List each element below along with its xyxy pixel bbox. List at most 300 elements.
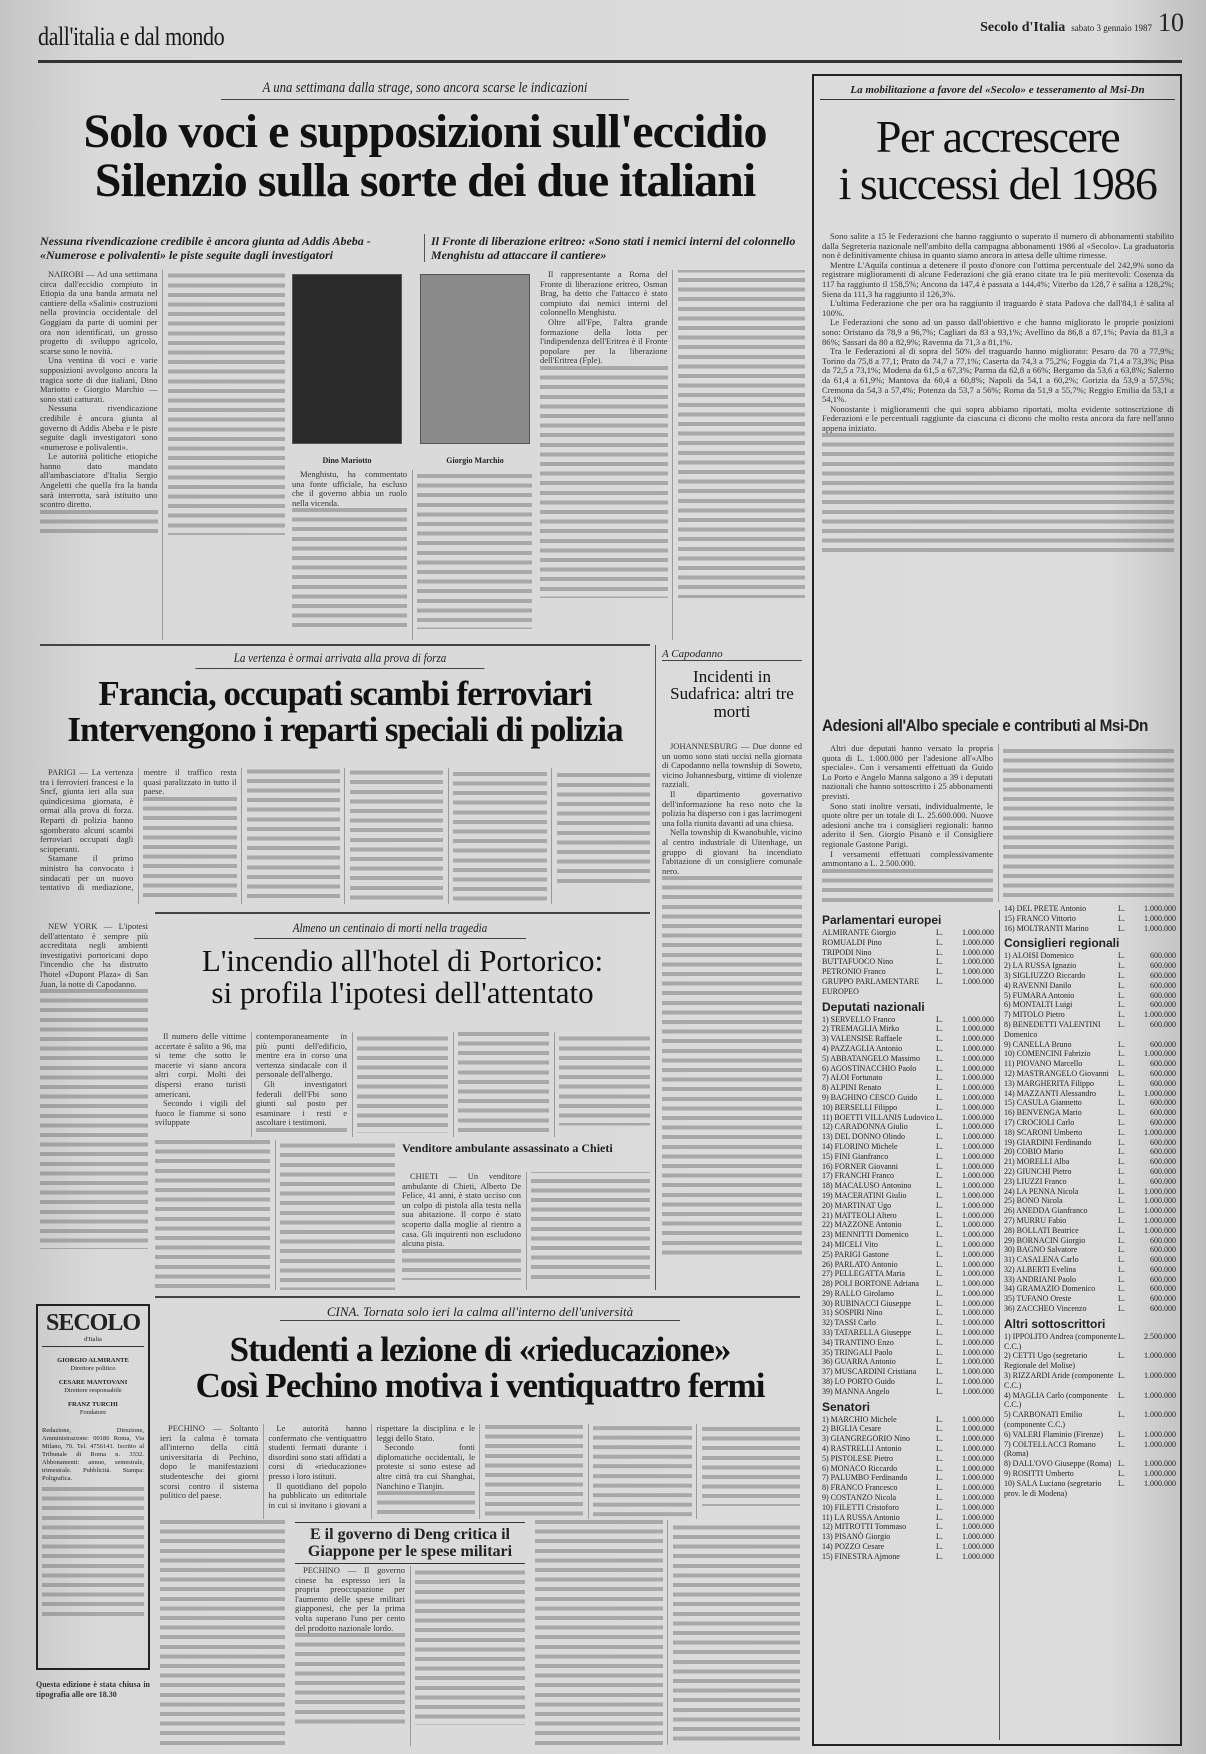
paragraph: Menghistu, ha commentato una fonte ufficiale, ha escluso che il governo abbia un ruolo nella vicenda. bbox=[292, 470, 407, 508]
director-name: GIORGIO ALMIRANTE bbox=[57, 1357, 129, 1364]
contributor-name: 39) MANNA Angelo bbox=[822, 1386, 890, 1396]
headline-line: si profila l'ipotesi dell'attentato bbox=[211, 974, 594, 1010]
currency: L. bbox=[1118, 970, 1125, 980]
currency: L. bbox=[936, 1043, 943, 1053]
sudafrica-headline: Incidenti in Sudafrica: altri tre morti bbox=[670, 667, 794, 721]
contributors-list-right bbox=[1004, 904, 1176, 1498]
contributor-row bbox=[1004, 1089, 1176, 1099]
director-role: Direttore politico bbox=[70, 1365, 116, 1372]
mobilitazione-body bbox=[822, 232, 1174, 712]
amount: 600.000 bbox=[1150, 1284, 1176, 1294]
mobilitazione-headline bbox=[820, 111, 1175, 209]
contributor-row bbox=[1004, 1459, 1176, 1469]
contributor-name: 16) MOLTRANTI Marino bbox=[1004, 923, 1089, 933]
contributor-name: 27) PELLEGATTA Maria bbox=[822, 1269, 905, 1279]
amount: 1.000.000 bbox=[962, 1063, 994, 1073]
contributor-name: 28) BOLLATI Beatrice bbox=[1004, 1225, 1079, 1235]
contributor-row bbox=[1004, 1206, 1176, 1216]
currency: L. bbox=[1118, 1068, 1125, 1078]
paragraph: Secondo fonti diplomatiche occidentali, le proteste si sono estese ad altre città tra cui Shanghai, Nanchino e Tianjin. bbox=[376, 1442, 475, 1491]
amount: 600.000 bbox=[1150, 1274, 1176, 1284]
currency: L. bbox=[936, 947, 943, 957]
currency: L. bbox=[1118, 1371, 1125, 1381]
francia-headline bbox=[40, 676, 650, 747]
amount: 1.000.000 bbox=[962, 1434, 994, 1444]
currency: L. bbox=[936, 1328, 943, 1338]
contributor-name: 33) ANDRIANI Paolo bbox=[1004, 1274, 1076, 1284]
contributor-row bbox=[822, 1552, 994, 1562]
amount: 600.000 bbox=[1150, 1304, 1176, 1314]
contributor-name: 15) FINESTRA Ajmone bbox=[822, 1551, 900, 1561]
contributor-row bbox=[822, 1542, 994, 1552]
divider bbox=[40, 644, 650, 646]
contributor-row bbox=[1004, 1079, 1176, 1089]
currency: L. bbox=[936, 1542, 943, 1552]
contributor-row bbox=[822, 1024, 994, 1034]
paragraph: Stamane il primo ministro ha convocato i sindacati per un nuovo tentativo di mediazione, mentre il traffico resta quasi paralizzato in tutto il paese. bbox=[40, 768, 237, 893]
currency: L. bbox=[936, 1414, 943, 1424]
currency: L. bbox=[936, 1181, 943, 1191]
currency: L. bbox=[1118, 1459, 1125, 1469]
contributor-name: 6) AGOSTINACCHIO Paolo bbox=[822, 1063, 917, 1073]
contributor-name: 11) BOETTI VILLANIS Ludovico bbox=[822, 1112, 935, 1122]
contributor-row bbox=[822, 938, 994, 948]
list-section-title: Consiglieri regionali bbox=[1004, 936, 1120, 951]
currency: L. bbox=[936, 1200, 943, 1210]
contributor-name: 14) DEL PRETE Antonio bbox=[1004, 904, 1087, 913]
contributor-name: 34) TRANTINO Enzo bbox=[822, 1337, 894, 1347]
currency: L. bbox=[1118, 1294, 1125, 1304]
paragraph: JOHANNESBURG — Due donne ed un uomo sono stati uccisi nella giornata di Capodanno nella township di Soweto, vicino Johannesburg, vittime di violenze razziali. bbox=[662, 742, 802, 790]
issue-date: sabato 3 gennaio 1987 bbox=[1071, 23, 1152, 33]
currency: L. bbox=[936, 1122, 943, 1132]
portorico-kicker: Almeno un centinaio di morti nella tragedia bbox=[254, 920, 526, 939]
amount: 1.000.000 bbox=[962, 1190, 994, 1200]
currency: L. bbox=[1118, 1186, 1125, 1196]
contributor-name: 4) PAZZAGLIA Antonio bbox=[822, 1043, 903, 1053]
paragraph: CHIETI — Un venditore ambulante di Chieti, Alberto De Felice, 41 anni, è stato ucciso con un colpo di pistola alla testa nella sua abitazione. Il corpo è stato scoperto dalla moglie al rientro a casa. Gli inquirenti non escludono alcuna pista. bbox=[402, 1172, 521, 1249]
amount: 600.000 bbox=[1150, 1117, 1176, 1127]
amount: 1.000.000 bbox=[1144, 1206, 1176, 1216]
contributor-name: 21) MATTEOLI Altero bbox=[822, 1210, 897, 1220]
paragraph: Sono stati inoltre versati, individualmente, le quote oltre per un totale di L. 25.600.000. Nuove adesioni anche tra i consiglieri regionali: hanno aderito il Sen. Giorgio Pisanò e il Consigliere regionale Gastone Parigi. bbox=[822, 800, 993, 849]
list-section-title: Deputati nazionali bbox=[822, 999, 925, 1014]
amount: 1.000.000 bbox=[1144, 1429, 1176, 1439]
contributor-name: 16) FORNER Giovanni bbox=[822, 1161, 898, 1171]
contributor-row bbox=[822, 957, 994, 967]
contributor-name: 28) POLI BORTONE Adriana bbox=[822, 1279, 919, 1289]
currency: L. bbox=[1118, 1410, 1125, 1420]
contributor-name: 38) LO PORTO Guido bbox=[822, 1377, 895, 1387]
secolo-logo: SECOLO bbox=[45, 1310, 141, 1336]
contributor-row bbox=[822, 1289, 994, 1299]
contributor-row bbox=[822, 1240, 994, 1250]
contributor-row bbox=[1004, 1196, 1176, 1206]
headline-line: L'incendio all'hotel di Portorico: bbox=[201, 943, 604, 978]
contributor-row bbox=[822, 1132, 994, 1142]
albo-body bbox=[822, 744, 1174, 902]
contributor-row bbox=[822, 1122, 994, 1132]
currency: L. bbox=[1118, 1049, 1125, 1059]
currency: L. bbox=[1118, 1206, 1125, 1216]
contributor-row bbox=[1004, 1040, 1176, 1050]
amount: 1.000.000 bbox=[962, 1483, 994, 1493]
contributor-row bbox=[1004, 904, 1176, 914]
contributor-name: 12) CARADONNA Giulio bbox=[822, 1122, 908, 1132]
amount: 600.000 bbox=[1150, 1157, 1176, 1167]
contributor-row bbox=[822, 928, 994, 938]
amount: 1.000.000 bbox=[962, 1453, 994, 1463]
currency: L. bbox=[936, 1132, 943, 1142]
currency: L. bbox=[936, 1483, 943, 1493]
currency: L. bbox=[936, 1347, 943, 1357]
currency: L. bbox=[936, 1034, 943, 1044]
currency: L. bbox=[1118, 990, 1125, 1000]
contributor-name: BUTTAFUOCO Nino bbox=[822, 957, 894, 967]
contributor-row bbox=[822, 1444, 994, 1454]
contributor-row bbox=[822, 1201, 994, 1211]
contributor-name: 22) GIUNCHI Pietro bbox=[1004, 1166, 1072, 1176]
amount: 1.000.000 bbox=[962, 1522, 994, 1532]
contributor-row bbox=[822, 1299, 994, 1309]
contributor-name: 5) FUMARA Antonio bbox=[1004, 990, 1075, 1000]
contributor-name: 2) CETTI Ugo (segretario Regionale del Molise) bbox=[1004, 1351, 1088, 1371]
amount: 1.000.000 bbox=[962, 1502, 994, 1512]
contributor-row bbox=[1004, 1371, 1176, 1391]
contributor-row bbox=[1004, 1177, 1176, 1187]
contributor-name: 3) RIZZARDI Aride (componente C.C.) bbox=[1004, 1371, 1114, 1390]
currency: L. bbox=[1118, 1469, 1125, 1479]
section-title: dall'italia e dal mondo bbox=[38, 22, 225, 51]
contributor-row bbox=[1004, 1479, 1176, 1499]
contributor-name: 32) TASSI Carlo bbox=[822, 1318, 876, 1328]
contributor-row bbox=[1004, 1187, 1176, 1197]
currency: L. bbox=[936, 1453, 943, 1463]
contributor-row bbox=[822, 1483, 994, 1493]
text-lines bbox=[160, 1520, 285, 1745]
photo-mariotto bbox=[292, 274, 402, 444]
currency: L. bbox=[936, 1502, 943, 1512]
contributor-row bbox=[1004, 1284, 1176, 1294]
currency: L. bbox=[1118, 1235, 1125, 1245]
photo-marchio bbox=[420, 274, 530, 444]
amount: 1.000.000 bbox=[962, 1512, 994, 1522]
paragraph: PARIGI — La vertenza tra i ferrovieri francesi e la Sncf, giunta ieri alla sua quindicesima giornata, è ormai alla prova di forza. Reparti di polizia hanno sgomberato alcuni scambi ferroviari occupati dagli scioperanti. bbox=[40, 768, 134, 854]
amount: 1.000.000 bbox=[962, 1414, 994, 1424]
contributor-row bbox=[1004, 1108, 1176, 1118]
contributor-name: 15) FINI Gianfranco bbox=[822, 1151, 889, 1161]
contributor-name: 17) FRANCHI Franco bbox=[822, 1171, 894, 1181]
contributor-name: 19) GIARDINI Ferdinando bbox=[1004, 1137, 1092, 1147]
list-section-title: Parlamentari europei bbox=[822, 913, 942, 927]
paragraph: Tra le Federazioni al di sopra del 50% del traguardo hanno migliorato: Pesaro da 70 a 77,9%; Torino da 75,8 a 77,1; Prato da 74,7 a 77,1%; Caserta da 74,3 a 75,2%; Foggia da 71,4 a 73,3%; Pisa da 72,5 a 73,1%; Modena da 61,5 a 67,3%; Parma da 62,8 a 66%; Bergamo da 53,6 a 63,8%; Salerno da 61,4 a 61,9%; Mantova da 60,4 a 60,8%; Napoli da 54,1 a 60,2%; Gorizia da 53,9 a 57,5%; Cremona da 54,3 a 57,4%; Potenza da 53,7 a 56%; Roma da 51,9 a 55,7%; Reggio Emilia da 53,1 a 54,1%. bbox=[822, 346, 1174, 405]
contributor-row bbox=[822, 1220, 994, 1230]
headline-line: Silenzio sulla sorte dei due italiani bbox=[94, 153, 756, 207]
currency: L. bbox=[1118, 1147, 1125, 1157]
amount: 1.000.000 bbox=[1144, 1049, 1176, 1059]
amount: 1.000.000 bbox=[1144, 1410, 1176, 1420]
currency: L. bbox=[936, 1014, 943, 1024]
amount: 1.000.000 bbox=[962, 1230, 994, 1240]
amount: 1.000.000 bbox=[962, 1532, 994, 1542]
currency: L. bbox=[936, 1083, 943, 1093]
contributor-name: 33) TATARELLA Giuseppe bbox=[822, 1328, 912, 1338]
currency: L. bbox=[1118, 1196, 1125, 1206]
contributor-name: 25) PARIGI Gastone bbox=[822, 1249, 889, 1259]
contributor-row bbox=[1004, 1098, 1176, 1108]
contributor-name: 1) MARCHIO Michele bbox=[822, 1414, 897, 1424]
currency: L. bbox=[1118, 904, 1125, 913]
contributor-row bbox=[1004, 1147, 1176, 1157]
contributor-row bbox=[822, 1211, 994, 1221]
page-number: 10 bbox=[1158, 8, 1184, 37]
portorico-headline bbox=[155, 945, 650, 1008]
currency: L. bbox=[1118, 961, 1125, 971]
currency: L. bbox=[936, 1424, 943, 1434]
currency: L. bbox=[1118, 1127, 1125, 1137]
contributor-row bbox=[1004, 1391, 1176, 1411]
currency: L. bbox=[936, 1493, 943, 1503]
contributor-name: GRUPPO PARLAMENTARE EUROPEO bbox=[822, 976, 920, 996]
contributor-row bbox=[1004, 1332, 1176, 1352]
contributor-row bbox=[822, 1142, 994, 1152]
contributor-row bbox=[822, 1152, 994, 1162]
headline-line: Per accrescere bbox=[875, 111, 1120, 162]
amount: 1.000.000 bbox=[1144, 904, 1176, 913]
contributor-name: 7) MITOLO Pietro bbox=[1004, 1010, 1065, 1020]
contributors-list-left bbox=[822, 910, 994, 1562]
paragraph: Nessuna rivendicazione credibile è ancora giunta al governo di Addis Abeba e le piste seguite dagli investigatori sono «numerose e polivalenti». bbox=[40, 403, 158, 452]
amount: 1.000.000 bbox=[962, 1112, 994, 1122]
amount: 1.000.000 bbox=[962, 1551, 994, 1561]
currency: L. bbox=[1118, 1078, 1125, 1088]
contributor-row bbox=[822, 1454, 994, 1464]
contributor-row bbox=[1004, 1410, 1176, 1430]
contributor-name: 32) ALBERTI Evelina bbox=[1004, 1264, 1076, 1274]
contributor-name: 35) TUFANO Oreste bbox=[1004, 1294, 1072, 1304]
amount: 1.000.000 bbox=[962, 1347, 994, 1357]
currency: L. bbox=[936, 1434, 943, 1444]
contributor-name: 31) SOSPIRI Nino bbox=[822, 1308, 883, 1318]
currency: L. bbox=[1118, 980, 1125, 990]
amount: 1.000.000 bbox=[1144, 1371, 1176, 1381]
contributor-row bbox=[1004, 971, 1176, 981]
amount: 1.000.000 bbox=[962, 1200, 994, 1210]
contributor-row bbox=[1004, 1440, 1176, 1460]
contributor-name: 20) MARTINAT Ugo bbox=[822, 1200, 892, 1210]
contributor-row bbox=[822, 1387, 994, 1397]
currency: L. bbox=[1118, 1304, 1125, 1314]
currency: L. bbox=[936, 1112, 943, 1122]
contributor-row bbox=[822, 1424, 994, 1434]
amount: 1.000.000 bbox=[962, 1073, 994, 1083]
contributor-row bbox=[1004, 1265, 1176, 1275]
amount: 600.000 bbox=[1150, 970, 1176, 980]
amount: 1.000.000 bbox=[962, 1308, 994, 1318]
contributor-row bbox=[1004, 1157, 1176, 1167]
contributor-row bbox=[822, 1503, 994, 1513]
contributor-name: 9) BAGHINO CESCO Guido bbox=[822, 1092, 918, 1102]
currency: L. bbox=[936, 1357, 943, 1367]
contributor-name: 29) RALLO Girolamo bbox=[822, 1288, 894, 1298]
amount: 1.000.000 bbox=[962, 1542, 994, 1552]
contributor-row bbox=[1004, 924, 1176, 934]
currency: L. bbox=[936, 1249, 943, 1259]
paragraph: Le Federazioni che sono ad un passo dall'obiettivo e che hanno migliorato le proprie posizioni sono: Oristano da 78,9 a 96,7%; Cagliari da 83 a 93,1%; Avellino da 86,8 a 87,1%; Pavia da 81,3 a 86%; Sassari da 80 a 82,9%; Ravenna da 71,3 a 81,1%. bbox=[822, 317, 1174, 347]
currency: L. bbox=[936, 1512, 943, 1522]
deng-inset-body bbox=[295, 1566, 525, 1746]
amount: 600.000 bbox=[1150, 1147, 1176, 1157]
amount: 1.000.000 bbox=[962, 1132, 994, 1142]
currency: L. bbox=[1118, 1157, 1125, 1167]
amount: 1.000.000 bbox=[962, 1083, 994, 1093]
contributor-row bbox=[1004, 1000, 1176, 1010]
contributor-name: 14) FLORINO Michele bbox=[822, 1141, 898, 1151]
contributor-name: 4) MAGLIA Carlo (componente C.C.) bbox=[1004, 1390, 1108, 1410]
amount: 1.000.000 bbox=[962, 1328, 994, 1338]
amount: 1.000.000 bbox=[962, 1092, 994, 1102]
contributor-row bbox=[822, 967, 994, 977]
headline-line: Francia, occupati scambi ferroviari bbox=[98, 674, 592, 713]
currency: L. bbox=[936, 1288, 943, 1298]
page-masthead bbox=[980, 8, 1184, 38]
currency: L. bbox=[1118, 1117, 1125, 1127]
currency: L. bbox=[1118, 1215, 1125, 1225]
amount: 600.000 bbox=[1150, 1264, 1176, 1274]
contributor-name: 24) LA PENNA Nicola bbox=[1004, 1186, 1079, 1196]
paragraph: Secondo i vigili del fuoco le fiamme si sono sviluppate contemporaneamente in più punti dell'edificio, mentre era in corso una vertenza sindacale con il personale dell'albergo. bbox=[155, 1032, 347, 1128]
contributor-name: 9) COSTANZO Nicola bbox=[822, 1493, 897, 1503]
contributor-row bbox=[822, 1103, 994, 1113]
contributor-row bbox=[822, 1513, 994, 1523]
contributor-name: 37) MUSCARDINI Cristiana bbox=[822, 1367, 917, 1377]
contributor-name: 6) MONTALTI Luigi bbox=[1004, 1000, 1073, 1010]
paragraph: I versamenti effettuati complessivamente ammontano a L. 2.500.000. bbox=[822, 848, 993, 869]
currency: L. bbox=[1118, 1000, 1125, 1010]
contributor-row bbox=[822, 1073, 994, 1083]
currency: L. bbox=[1118, 1225, 1125, 1235]
amount: 600.000 bbox=[1150, 1176, 1176, 1186]
amount: 1.000.000 bbox=[962, 947, 994, 957]
contributor-row bbox=[1004, 914, 1176, 924]
currency: L. bbox=[1118, 1284, 1125, 1294]
contributor-name: 23) LIUZZI Franco bbox=[1004, 1176, 1067, 1186]
currency: L. bbox=[936, 1024, 943, 1034]
amount: 1.000.000 bbox=[1144, 1225, 1176, 1235]
contributor-row bbox=[822, 1181, 994, 1191]
contributor-row bbox=[1004, 1010, 1176, 1020]
divider bbox=[155, 1296, 800, 1298]
albo-subhead: Adesioni all'Albo speciale e contributi al Msi-Dn bbox=[822, 716, 1148, 735]
currency: L. bbox=[936, 1279, 943, 1289]
amount: 1.000.000 bbox=[962, 937, 994, 947]
contributor-row bbox=[1004, 1167, 1176, 1177]
contributor-name: 7) PALUMBO Ferdinando bbox=[822, 1473, 908, 1483]
currency: L. bbox=[1118, 1137, 1125, 1147]
amount: 1.000.000 bbox=[962, 1259, 994, 1269]
currency: L. bbox=[936, 1473, 943, 1483]
amount: 1.000.000 bbox=[962, 1424, 994, 1434]
contributor-row bbox=[822, 1191, 994, 1201]
contributor-name: 34) GRAMAZIO Domenico bbox=[1004, 1284, 1096, 1294]
contributor-name: 4) RAVENNI Danilo bbox=[1004, 980, 1072, 990]
amount: 1.000.000 bbox=[1144, 1478, 1176, 1488]
francia-kicker: La vertenza è ormai arrivata alla prova di forza bbox=[196, 650, 485, 669]
contributor-name: 36) ZACCHEO Vincenzo bbox=[1004, 1304, 1087, 1314]
contributor-row bbox=[822, 1328, 994, 1338]
currency: L. bbox=[936, 1377, 943, 1387]
contributor-row bbox=[1004, 1118, 1176, 1128]
contributor-name: 27) MURRU Fabio bbox=[1004, 1215, 1067, 1225]
paragraph: Il rappresentante a Roma del Fronte di liberazione eritreo, Osman Brag, ha detto che l'attacco è stato compiuto dai nemici interni del colonnello Menghistu. bbox=[540, 270, 668, 318]
amount: 1.000.000 bbox=[962, 967, 994, 977]
currency: L. bbox=[936, 1102, 943, 1112]
amount: 1.000.000 bbox=[962, 1357, 994, 1367]
currency: L. bbox=[936, 1171, 943, 1181]
amount: 1.000.000 bbox=[1144, 913, 1176, 923]
amount: 1.000.000 bbox=[1144, 1390, 1176, 1400]
contributor-name: 10) COMENCINI Fabrizio bbox=[1004, 1049, 1091, 1059]
contributor-row bbox=[1004, 1216, 1176, 1226]
contributor-name: 6) VALERI Flaminio (Firenze) bbox=[1004, 1429, 1104, 1439]
contributor-row bbox=[822, 1250, 994, 1260]
contributor-name: 8) DALL'OVO Giuseppe (Roma) bbox=[1004, 1459, 1112, 1469]
amount: 600.000 bbox=[1150, 1294, 1176, 1304]
contributor-row bbox=[822, 1230, 994, 1240]
contributor-name: 15) FRANCO Vittorio bbox=[1004, 913, 1076, 923]
contributor-name: 14) MAZZANTI Alessandro bbox=[1004, 1088, 1096, 1098]
contributor-name: 6) MONACO Riccardo bbox=[822, 1463, 898, 1473]
currency: L. bbox=[1118, 1108, 1125, 1118]
amount: 1.000.000 bbox=[1144, 1469, 1176, 1479]
paragraph: Sono salite a 15 le Federazioni che hanno raggiunto o superato il numero di abbonamenti stabilito dalla Segreteria nazionale nell'ambito della campagna abbonamenti 1986 al «Secolo». La graduatoria non è definitivamente chiusa in quanto siamo ancora in attesa delle ultime rimesse. bbox=[822, 232, 1174, 261]
chieti-headline: Venditore ambulante assassinato a Chieti bbox=[402, 1141, 613, 1155]
contributor-row bbox=[822, 1162, 994, 1172]
amount: 1.000.000 bbox=[1144, 1127, 1176, 1137]
contributor-row bbox=[822, 1308, 994, 1318]
amount: 600.000 bbox=[1150, 1059, 1176, 1069]
contributor-name: 21) MORELLI Alba bbox=[1004, 1157, 1070, 1167]
contributor-name: 26) PARLATO Antonio bbox=[822, 1259, 898, 1269]
cina-headline bbox=[160, 1332, 800, 1403]
amount: 1.000.000 bbox=[1144, 1088, 1176, 1098]
amount: 600.000 bbox=[1150, 1245, 1176, 1255]
divider bbox=[155, 912, 650, 914]
currency: L. bbox=[936, 1239, 943, 1249]
contributor-row bbox=[1004, 981, 1176, 991]
currency: L. bbox=[936, 1318, 943, 1328]
amount: 600.000 bbox=[1150, 1039, 1176, 1049]
contributor-name: 8) FRANCO Francesco bbox=[822, 1483, 898, 1493]
amount: 2.500.000 bbox=[1144, 1331, 1176, 1341]
amount: 1.000.000 bbox=[962, 1444, 994, 1454]
contributor-row bbox=[822, 1348, 994, 1358]
currency: L. bbox=[936, 1220, 943, 1230]
amount: 1.000.000 bbox=[962, 1220, 994, 1230]
amount: 1.000.000 bbox=[962, 1367, 994, 1377]
chieti-body bbox=[402, 1172, 650, 1290]
text-lines bbox=[822, 433, 1174, 553]
secolo-colophon bbox=[36, 1304, 150, 1670]
paragraph: Oltre all'Fpe, l'altra grande formazione della lotta per l'indipendenza dell'Eritrea è il Fronte popolare per la liberazione dell'Eritrea (Fple). bbox=[540, 316, 668, 366]
contributor-name: 11) LA RUSSA Antonio bbox=[822, 1512, 900, 1522]
paragraph: Il numero delle vittime accertate è salito a 96, ma si teme che sotto le macerie vi siano ancora altri corpi. Molti dei dispersi erano turisti americani. bbox=[155, 1032, 246, 1099]
contributor-name: 29) BORNACIN Giorgio bbox=[1004, 1235, 1086, 1245]
column-rule bbox=[655, 645, 656, 1290]
headline-line: i successi del 1986 bbox=[838, 157, 1157, 209]
etiopia-kicker: A una settimana dalla strage, sono ancora scarse le indicazioni bbox=[221, 80, 629, 100]
contributor-name: 13) MARGHERITA Filippo bbox=[1004, 1078, 1095, 1088]
